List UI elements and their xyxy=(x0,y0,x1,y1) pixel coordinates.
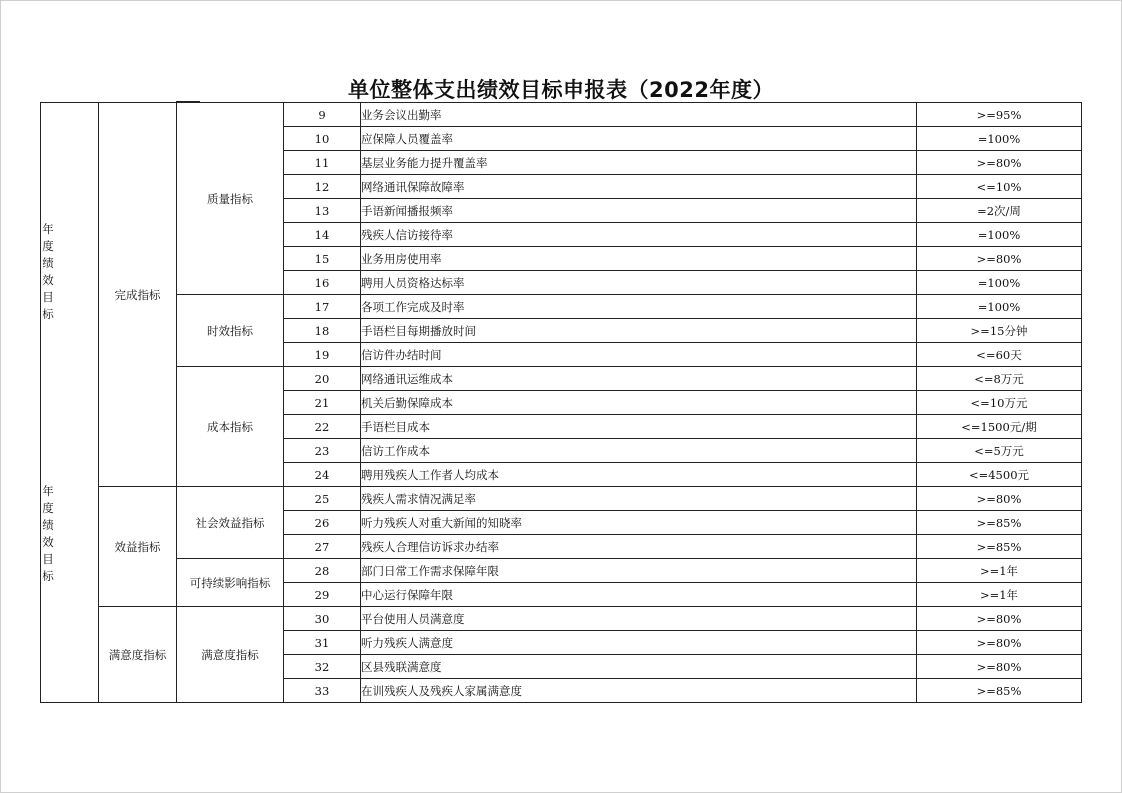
table-row xyxy=(41,295,1082,319)
indicator-number: 21 xyxy=(284,391,361,415)
level2-category-cell: 效益指标 xyxy=(99,487,177,607)
indicator-number: 27 xyxy=(284,535,361,559)
indicator-name: 部门日常工作需求保障年限 xyxy=(361,559,917,583)
indicator-name: 中心运行保障年限 xyxy=(361,583,917,607)
table-row xyxy=(41,487,1082,511)
indicator-name: 手语栏目成本 xyxy=(361,415,917,439)
target-value: =2次/周 xyxy=(917,199,1082,223)
indicator-name: 应保障人员覆盖率 xyxy=(361,127,917,151)
target-value: <=60天 xyxy=(917,343,1082,367)
indicator-name: 业务用房使用率 xyxy=(361,247,917,271)
target-value: <=4500元 xyxy=(917,463,1082,487)
target-value: <=5万元 xyxy=(917,439,1082,463)
target-value: >=1年 xyxy=(917,559,1082,583)
indicator-number: 13 xyxy=(284,199,361,223)
table-row xyxy=(41,559,1082,583)
target-value: <=10万元 xyxy=(917,391,1082,415)
indicator-number: 17 xyxy=(284,295,361,319)
indicator-name: 信访件办结时间 xyxy=(361,343,917,367)
target-value: <=10% xyxy=(917,175,1082,199)
indicator-name: 手语新闻播报频率 xyxy=(361,199,917,223)
level1-category-label: 年度绩效目标 xyxy=(42,221,54,321)
indicator-number: 20 xyxy=(284,367,361,391)
table-row xyxy=(41,367,1082,391)
indicator-number: 16 xyxy=(284,271,361,295)
indicator-number: 28 xyxy=(284,559,361,583)
target-value: >=80% xyxy=(917,655,1082,679)
indicator-name: 各项工作完成及时率 xyxy=(361,295,917,319)
indicator-number: 26 xyxy=(284,511,361,535)
indicator-name: 机关后勤保障成本 xyxy=(361,391,917,415)
indicator-number: 31 xyxy=(284,631,361,655)
indicator-name: 基层业务能力提升覆盖率 xyxy=(361,151,917,175)
indicator-name: 残疾人合理信访诉求办结率 xyxy=(361,535,917,559)
target-value: >=80% xyxy=(917,631,1082,655)
level3-category-cell: 可持续影响指标 xyxy=(177,559,284,607)
level1-category-label: 年度绩效目标 xyxy=(42,483,54,583)
level3-category-cell: 时效指标 xyxy=(177,295,284,367)
indicator-name: 聘用人员资格达标率 xyxy=(361,271,917,295)
indicator-name: 业务会议出勤率 xyxy=(361,103,917,127)
indicator-name: 聘用残疾人工作者人均成本 xyxy=(361,463,917,487)
indicator-number: 18 xyxy=(284,319,361,343)
performance-targets-table xyxy=(40,102,1082,703)
level3-category-cell: 成本指标 xyxy=(177,367,284,487)
indicator-name: 在训残疾人及残疾人家属满意度 xyxy=(361,679,917,703)
level3-category-cell: 满意度指标 xyxy=(177,607,284,703)
indicator-number: 12 xyxy=(284,175,361,199)
indicator-name: 平台使用人员满意度 xyxy=(361,607,917,631)
level2-category-cell: 满意度指标 xyxy=(99,607,177,703)
indicator-name: 听力残疾人对重大新闻的知晓率 xyxy=(361,511,917,535)
target-value: =100% xyxy=(917,271,1082,295)
page-title: 单位整体支出绩效目标申报表（2022年度） xyxy=(348,78,774,102)
level3-category-cell: 质量指标 xyxy=(177,103,284,295)
indicator-number: 14 xyxy=(284,223,361,247)
indicator-name: 残疾人信访接待率 xyxy=(361,223,917,247)
target-value: =100% xyxy=(917,295,1082,319)
target-value: =100% xyxy=(917,127,1082,151)
indicator-number: 10 xyxy=(284,127,361,151)
target-value: >=15分钟 xyxy=(917,319,1082,343)
indicator-name: 区县残联满意度 xyxy=(361,655,917,679)
indicator-number: 33 xyxy=(284,679,361,703)
target-value: <=8万元 xyxy=(917,367,1082,391)
target-value: >=80% xyxy=(917,151,1082,175)
target-value: >=80% xyxy=(917,487,1082,511)
table-body xyxy=(41,103,1082,703)
indicator-name: 网络通讯保障故障率 xyxy=(361,175,917,199)
level2-category-cell: 完成指标 xyxy=(99,103,177,487)
indicator-name: 残疾人需求情况满足率 xyxy=(361,487,917,511)
target-value: >=95% xyxy=(917,103,1082,127)
indicator-number: 11 xyxy=(284,151,361,175)
target-value: >=85% xyxy=(917,511,1082,535)
target-value: >=85% xyxy=(917,679,1082,703)
table-row xyxy=(41,103,1082,127)
level3-category-cell: 社会效益指标 xyxy=(177,487,284,559)
indicator-number: 30 xyxy=(284,607,361,631)
target-value: >=1年 xyxy=(917,583,1082,607)
indicator-number: 32 xyxy=(284,655,361,679)
target-value: >=80% xyxy=(917,607,1082,631)
target-value: =100% xyxy=(917,223,1082,247)
indicator-number: 22 xyxy=(284,415,361,439)
indicator-number: 23 xyxy=(284,439,361,463)
indicator-number: 9 xyxy=(284,103,361,127)
indicator-number: 25 xyxy=(284,487,361,511)
level1-category-cell xyxy=(41,103,99,703)
indicator-number: 19 xyxy=(284,343,361,367)
target-value: <=1500元/期 xyxy=(917,415,1082,439)
indicator-name: 网络通讯运维成本 xyxy=(361,367,917,391)
indicator-number: 15 xyxy=(284,247,361,271)
indicator-name: 信访工作成本 xyxy=(361,439,917,463)
target-value: >=85% xyxy=(917,535,1082,559)
table-row xyxy=(41,607,1082,631)
indicator-number: 24 xyxy=(284,463,361,487)
indicator-number: 29 xyxy=(284,583,361,607)
indicator-name: 听力残疾人满意度 xyxy=(361,631,917,655)
indicator-name: 手语栏目每期播放时间 xyxy=(361,319,917,343)
target-value: >=80% xyxy=(917,247,1082,271)
